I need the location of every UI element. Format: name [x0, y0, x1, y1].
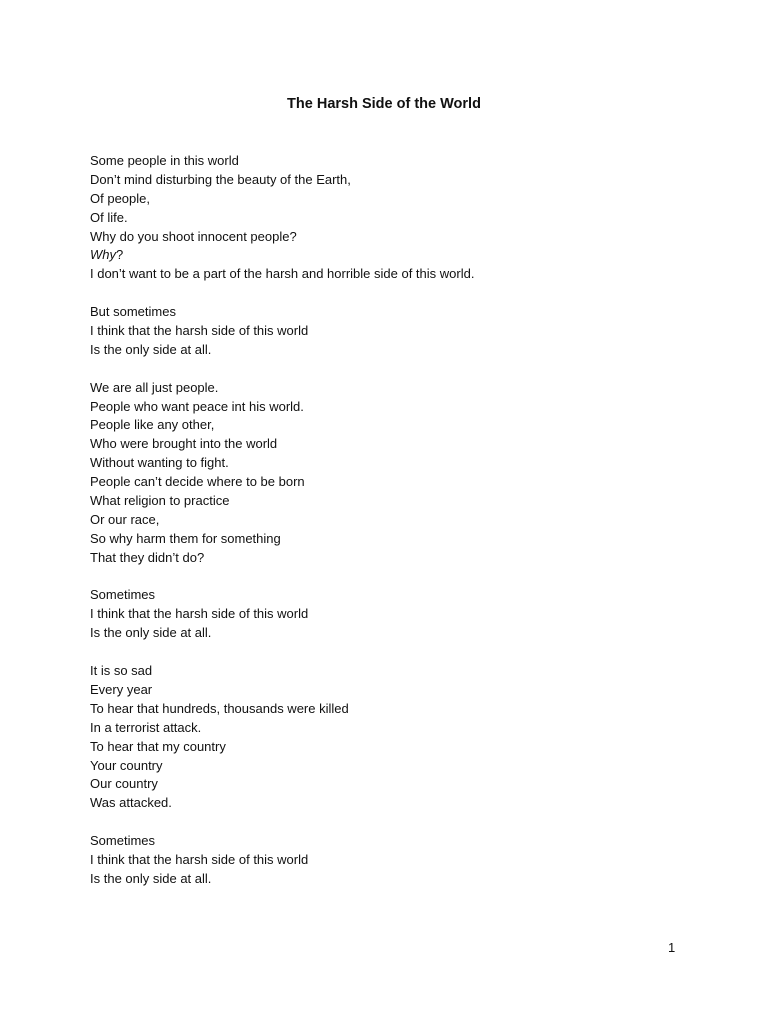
poem-line: [90, 605, 710, 624]
poem-line-text: People like any other,: [90, 417, 215, 433]
poem-line: [90, 228, 710, 247]
poem-line: [90, 435, 710, 454]
poem-line: [90, 473, 710, 492]
poem-line-italic: Why: [90, 247, 116, 263]
poem-line-text: So why harm them for something: [90, 530, 281, 546]
poem-line: [90, 870, 710, 889]
poem-line-text: I think that the harsh side of this world: [90, 606, 309, 622]
poem-line-text: But sometimes: [90, 304, 176, 320]
poem-line: [90, 757, 710, 776]
poem-line: [90, 341, 710, 360]
stanza: [90, 379, 710, 568]
page-number: 1: [668, 940, 676, 955]
poem-line: [90, 851, 710, 870]
poem-line: [90, 246, 710, 265]
poem-line: [90, 416, 710, 435]
poem-line: [90, 624, 710, 643]
poem-line: [90, 209, 710, 228]
poem-line: [90, 398, 710, 417]
stanza: [90, 152, 710, 284]
poem-line-text: I think that the harsh side of this world: [90, 851, 309, 867]
poem-line: [90, 549, 710, 568]
poem-line-text: ?: [116, 247, 124, 263]
poem-line: [90, 190, 710, 209]
poem-line-text: People can’t decide where to be born: [90, 474, 305, 490]
poem-line-text: Your country: [90, 757, 163, 773]
poem-line: [90, 511, 710, 530]
poem-line: [90, 775, 710, 794]
poem-line: [90, 586, 710, 605]
poem-line: [90, 454, 710, 473]
poem-line-text: What religion to practice: [90, 493, 230, 509]
poem-line: [90, 492, 710, 511]
poem-line-text: Of people,: [90, 190, 150, 206]
poem-line-text: I think that the harsh side of this world: [90, 323, 309, 339]
poem-line: [90, 171, 710, 190]
poem-line: [90, 322, 710, 341]
stanza: [90, 303, 710, 360]
poem-line-text: Who were brought into the world: [90, 436, 278, 452]
poem-line: [90, 794, 710, 813]
poem-line-text: It is so sad: [90, 663, 153, 679]
poem-line-text: Is the only side at all.: [90, 870, 212, 886]
poem-line: [90, 530, 710, 549]
poem-line-text: Or our race,: [90, 511, 160, 527]
poem-line-text: Is the only side at all.: [90, 341, 212, 357]
poem-line-text: Why do you shoot innocent people?: [90, 228, 297, 244]
poem-line: [90, 681, 710, 700]
stanza: [90, 662, 710, 813]
poem-line-text: That they didn’t do?: [90, 549, 205, 565]
poem-line: [90, 662, 710, 681]
poem-line-text: People who want peace int his world.: [90, 398, 304, 414]
poem-line: [90, 152, 710, 171]
document-title: The Harsh Side of the World: [287, 96, 481, 112]
poem-line-text: Sometimes: [90, 833, 156, 849]
poem-line: [90, 379, 710, 398]
poem-line: [90, 303, 710, 322]
poem-line-text: I don’t want to be a part of the harsh and horrible side of this world.: [90, 266, 475, 282]
poem-line-text: We are all just people.: [90, 379, 219, 395]
poem-line-text: To hear that hundreds, thousands were killed: [90, 700, 349, 716]
poem-line-text: Sometimes: [90, 587, 156, 603]
poem-body: [90, 152, 710, 908]
poem-line-text: Every year: [90, 681, 153, 697]
poem-line-text: Our country: [90, 776, 158, 792]
poem-line-text: Don’t mind disturbing the beauty of the Earth,: [90, 171, 351, 187]
poem-line-text: Was attacked.: [90, 795, 172, 811]
poem-line-text: Without wanting to fight.: [90, 455, 229, 471]
poem-line-text: Of life.: [90, 209, 128, 225]
stanza: [90, 832, 710, 889]
poem-line-text: Some people in this world: [90, 153, 239, 168]
poem-line: [90, 738, 710, 757]
poem-line-text: In a terrorist attack.: [90, 719, 202, 735]
poem-line: [90, 719, 710, 738]
poem-line-text: Is the only side at all.: [90, 625, 212, 641]
poem-line-text: To hear that my country: [90, 738, 226, 754]
stanza: [90, 586, 710, 643]
poem-line: [90, 832, 710, 851]
poem-line: [90, 700, 710, 719]
poem-line: [90, 265, 710, 284]
